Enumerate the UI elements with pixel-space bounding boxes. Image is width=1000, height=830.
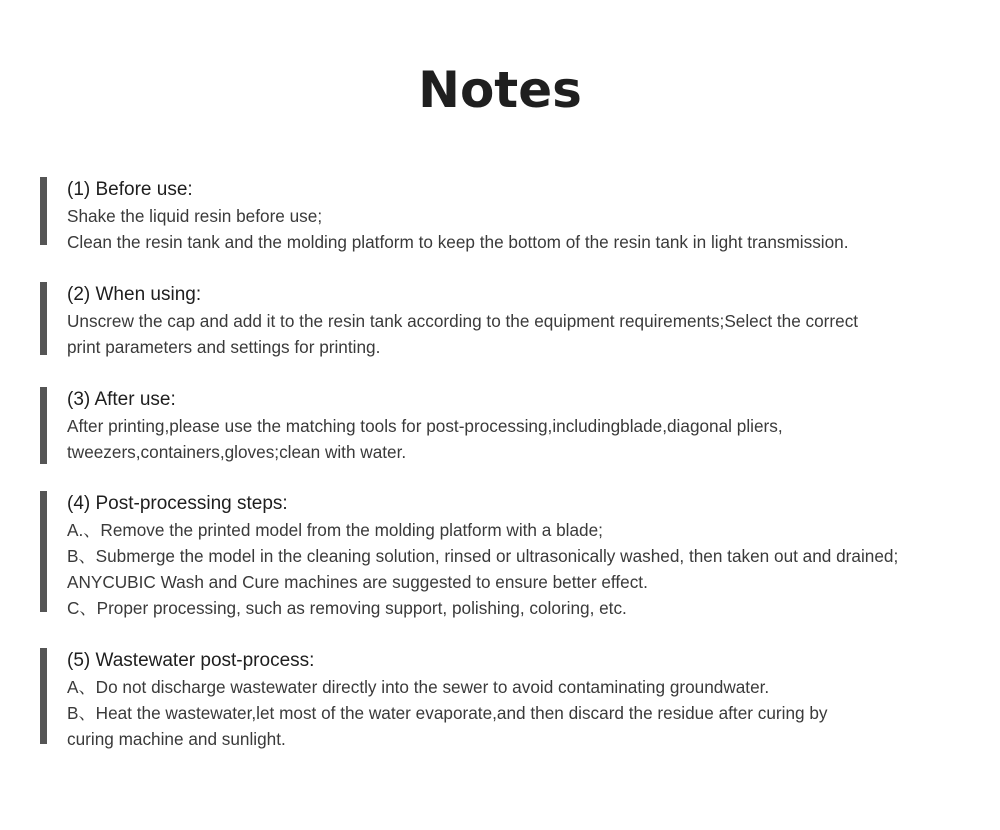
section-heading: (2) When using: [67,284,202,305]
section-text-line: Unscrew the cap and add it to the resin tank according to the equipment requirements;Select the correct [67,311,859,331]
section-before-use [40,177,1000,252]
section-heading: (5) Wastewater post-process: [67,650,315,671]
section-heading: (1) Before use: [67,179,193,200]
section-after-use [40,387,1000,464]
section-marker-bar [40,648,47,744]
section-text-line: curing machine and sunlight. [67,729,286,749]
section-marker-bar [40,387,47,464]
section-text-line: C、Proper processing, such as removing support, polishing, coloring, etc. [67,598,627,618]
section-marker-bar [40,177,47,245]
section-text-line: tweezers,containers,gloves;clean with water. [67,442,407,462]
section-text-line: B、Heat the wastewater,let most of the water evaporate,and then discard the residue after curing by [67,703,828,723]
section-text-line: print parameters and settings for printing. [67,337,381,357]
section-heading: (3) After use: [67,389,176,410]
section-text-line: After printing,please use the matching tools for post-processing,includingblade,diagonal pliers, [67,416,783,436]
section-text-line: A、Do not discharge wastewater directly into the sewer to avoid contaminating groundwater. [67,677,770,697]
section-post-processing-steps [40,491,1000,618]
section-wastewater-post-process [40,648,1000,749]
page-title: Notes [418,61,582,119]
section-marker-bar [40,282,47,355]
section-text-line: Shake the liquid resin before use; [67,206,323,226]
section-heading: (4) Post-processing steps: [67,493,288,514]
section-text-line: Clean the resin tank and the molding platform to keep the bottom of the resin tank in light transmission. [67,232,849,252]
section-text-line: A.、Remove the printed model from the molding platform with a blade; [67,520,603,540]
section-when-using [40,282,1000,355]
section-marker-bar [40,491,47,612]
section-text-line: B、Submerge the model in the cleaning solution, rinsed or ultrasonically washed, then taken out and drained; [67,546,899,566]
section-text-line: ANYCUBIC Wash and Cure machines are suggested to ensure better effect. [67,572,648,592]
